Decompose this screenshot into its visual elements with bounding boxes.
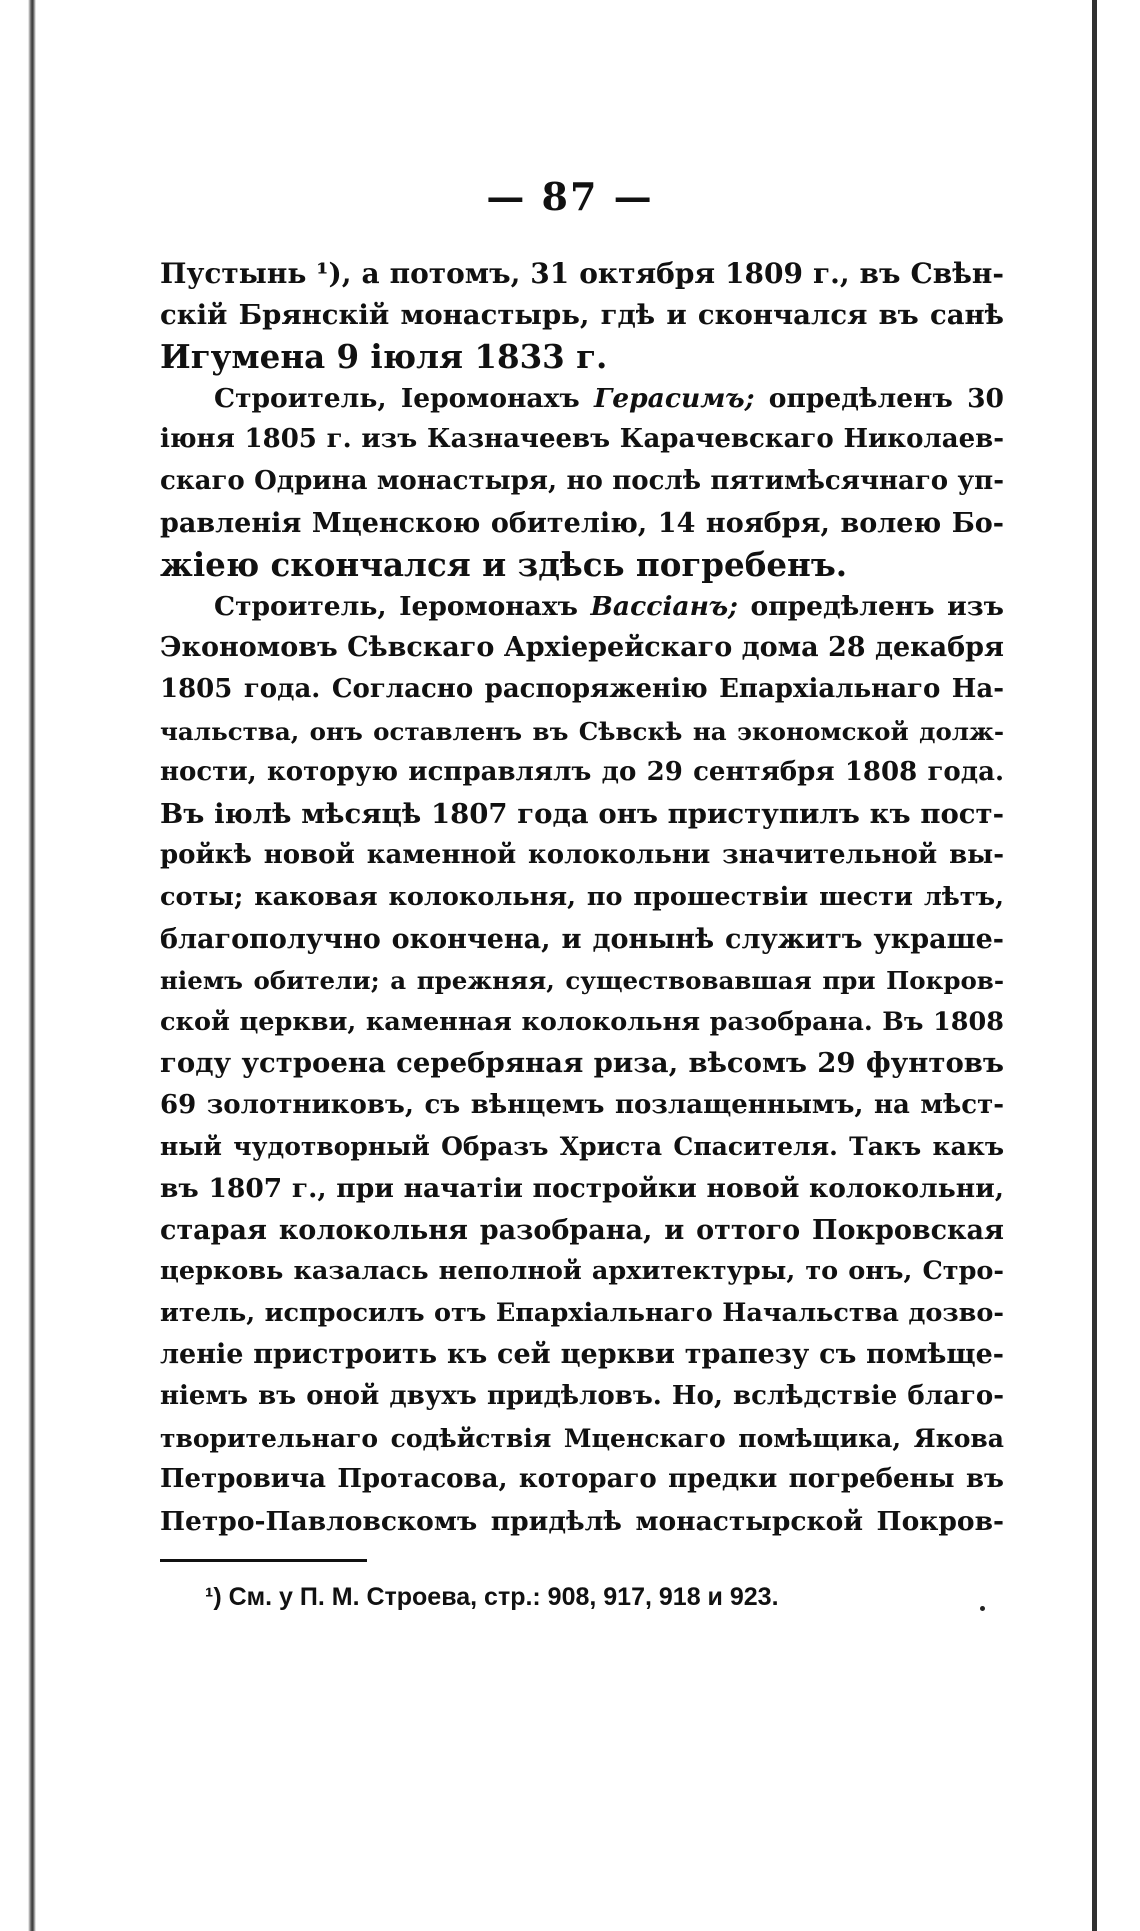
text-line-12: чальства, онъ оставленъ въ Сѣвскѣ на экономской долж- bbox=[160, 716, 1004, 746]
text-line-4 bbox=[160, 378, 1004, 420]
text-line-9 bbox=[160, 586, 1004, 628]
line-9-start: Строитель, Іеромонахъ bbox=[214, 590, 591, 622]
text-line-31: Петро-Павловскомъ придѣлѣ монастырской Покров- bbox=[160, 1505, 1004, 1537]
body-text bbox=[160, 253, 1004, 1542]
text-line-5: іюня 1805 г. изъ Казначеевъ Карачевскаго Николаев- bbox=[160, 424, 1004, 455]
text-line-22: ный чудотворный Образъ Христа Спасителя. Такъ какъ bbox=[160, 1132, 1004, 1162]
name-vassian: Вассіанъ; bbox=[590, 590, 738, 622]
name-gerasim: Герасимъ; bbox=[593, 382, 755, 414]
text-line-11: 1805 года. Согласно распоряженію Епархіальнаго На- bbox=[160, 673, 1004, 704]
text-line-18: ніемъ обители; а прежняя, существовавшая при Покров- bbox=[160, 966, 1004, 996]
text-line-25: церковь казалась неполной архитектуры, то онъ, Стро- bbox=[160, 1256, 1004, 1287]
footnote: ¹) См. у П. М. Строева, стр.: 908, 917, 918 и 923. bbox=[205, 1583, 779, 1611]
text-line-3: Игумена 9 іюля 1833 г. bbox=[160, 337, 608, 377]
text-line-14: Въ іюлѣ мѣсяцѣ 1807 года онъ приступилъ къ пост- bbox=[160, 797, 1004, 830]
text-line-21: 69 золотниковъ, съ вѣнцемъ позлащеннымъ, на мѣст- bbox=[160, 1089, 1004, 1120]
page-right-edge-rule bbox=[1092, 0, 1097, 1931]
footnote-divider bbox=[160, 1559, 367, 1562]
page-left-edge-shadow bbox=[28, 0, 36, 1931]
print-speck bbox=[980, 1606, 985, 1611]
text-line-29: творительнаго содѣйствія Мценскаго помѣщика, Якова bbox=[160, 1423, 1004, 1453]
text-line-28: ніемъ въ оной двухъ придѣловъ. Но, вслѣдствіе благо- bbox=[160, 1381, 1004, 1412]
text-line-17: благополучно окончена, и донынѣ служитъ украше- bbox=[160, 923, 1004, 955]
text-line-10: Экономовъ Сѣвскаго Архіерейскаго дома 28 декабря bbox=[160, 632, 1004, 664]
text-line-30: Петровича Протасова, котораго предки погребены въ bbox=[160, 1464, 1004, 1495]
text-line-6: скаго Одрина монастыря, но послѣ пятимѣсячнаго уп- bbox=[160, 465, 1004, 496]
line-9-end: опредѣленъ изъ bbox=[737, 590, 1004, 622]
text-line-7: равленія Мценскою обителію, 14 ноября, волею Бо- bbox=[160, 507, 1004, 539]
text-line-20: году устроена серебряная риза, вѣсомъ 29 фунтовъ bbox=[160, 1047, 1004, 1080]
text-line-2: скій Брянскій монастырь, гдѣ и скончался въ санѣ bbox=[160, 298, 1004, 331]
text-line-15: ройкѣ новой каменной колокольни значительной вы- bbox=[160, 840, 1004, 871]
text-line-24: старая колокольня разобрана, и оттого Покровская bbox=[160, 1214, 1004, 1246]
page-number: — 87 — bbox=[486, 174, 654, 219]
text-line-16: соты; каковая колокольня, по прошествіи шести лѣтъ, bbox=[160, 881, 1004, 912]
text-line-19: ской церкви, каменная колокольня разобрана. Въ 1808 bbox=[160, 1006, 1004, 1037]
text-line-1: Пустынь ¹), а потомъ, 31 октября 1809 г., въ Свѣн- bbox=[160, 257, 1004, 290]
line-4-end: опредѣленъ 30 bbox=[754, 382, 1004, 414]
text-line-26: итель, испросилъ отъ Епархіальнаго Начальства дозво- bbox=[160, 1297, 1004, 1328]
line-4-start: Строитель, Іеромонахъ bbox=[214, 382, 594, 414]
text-line-13: ности, которую исправлялъ до 29 сентября 1808 года. bbox=[160, 757, 1004, 788]
text-line-27: леніе пристроить къ сей церкви трапезу съ помѣще- bbox=[160, 1339, 1004, 1371]
text-line-8: жіею скончался и здѣсь погребенъ. bbox=[160, 545, 848, 585]
text-line-23: въ 1807 г., при начатіи постройки новой колокольни, bbox=[160, 1173, 1004, 1205]
